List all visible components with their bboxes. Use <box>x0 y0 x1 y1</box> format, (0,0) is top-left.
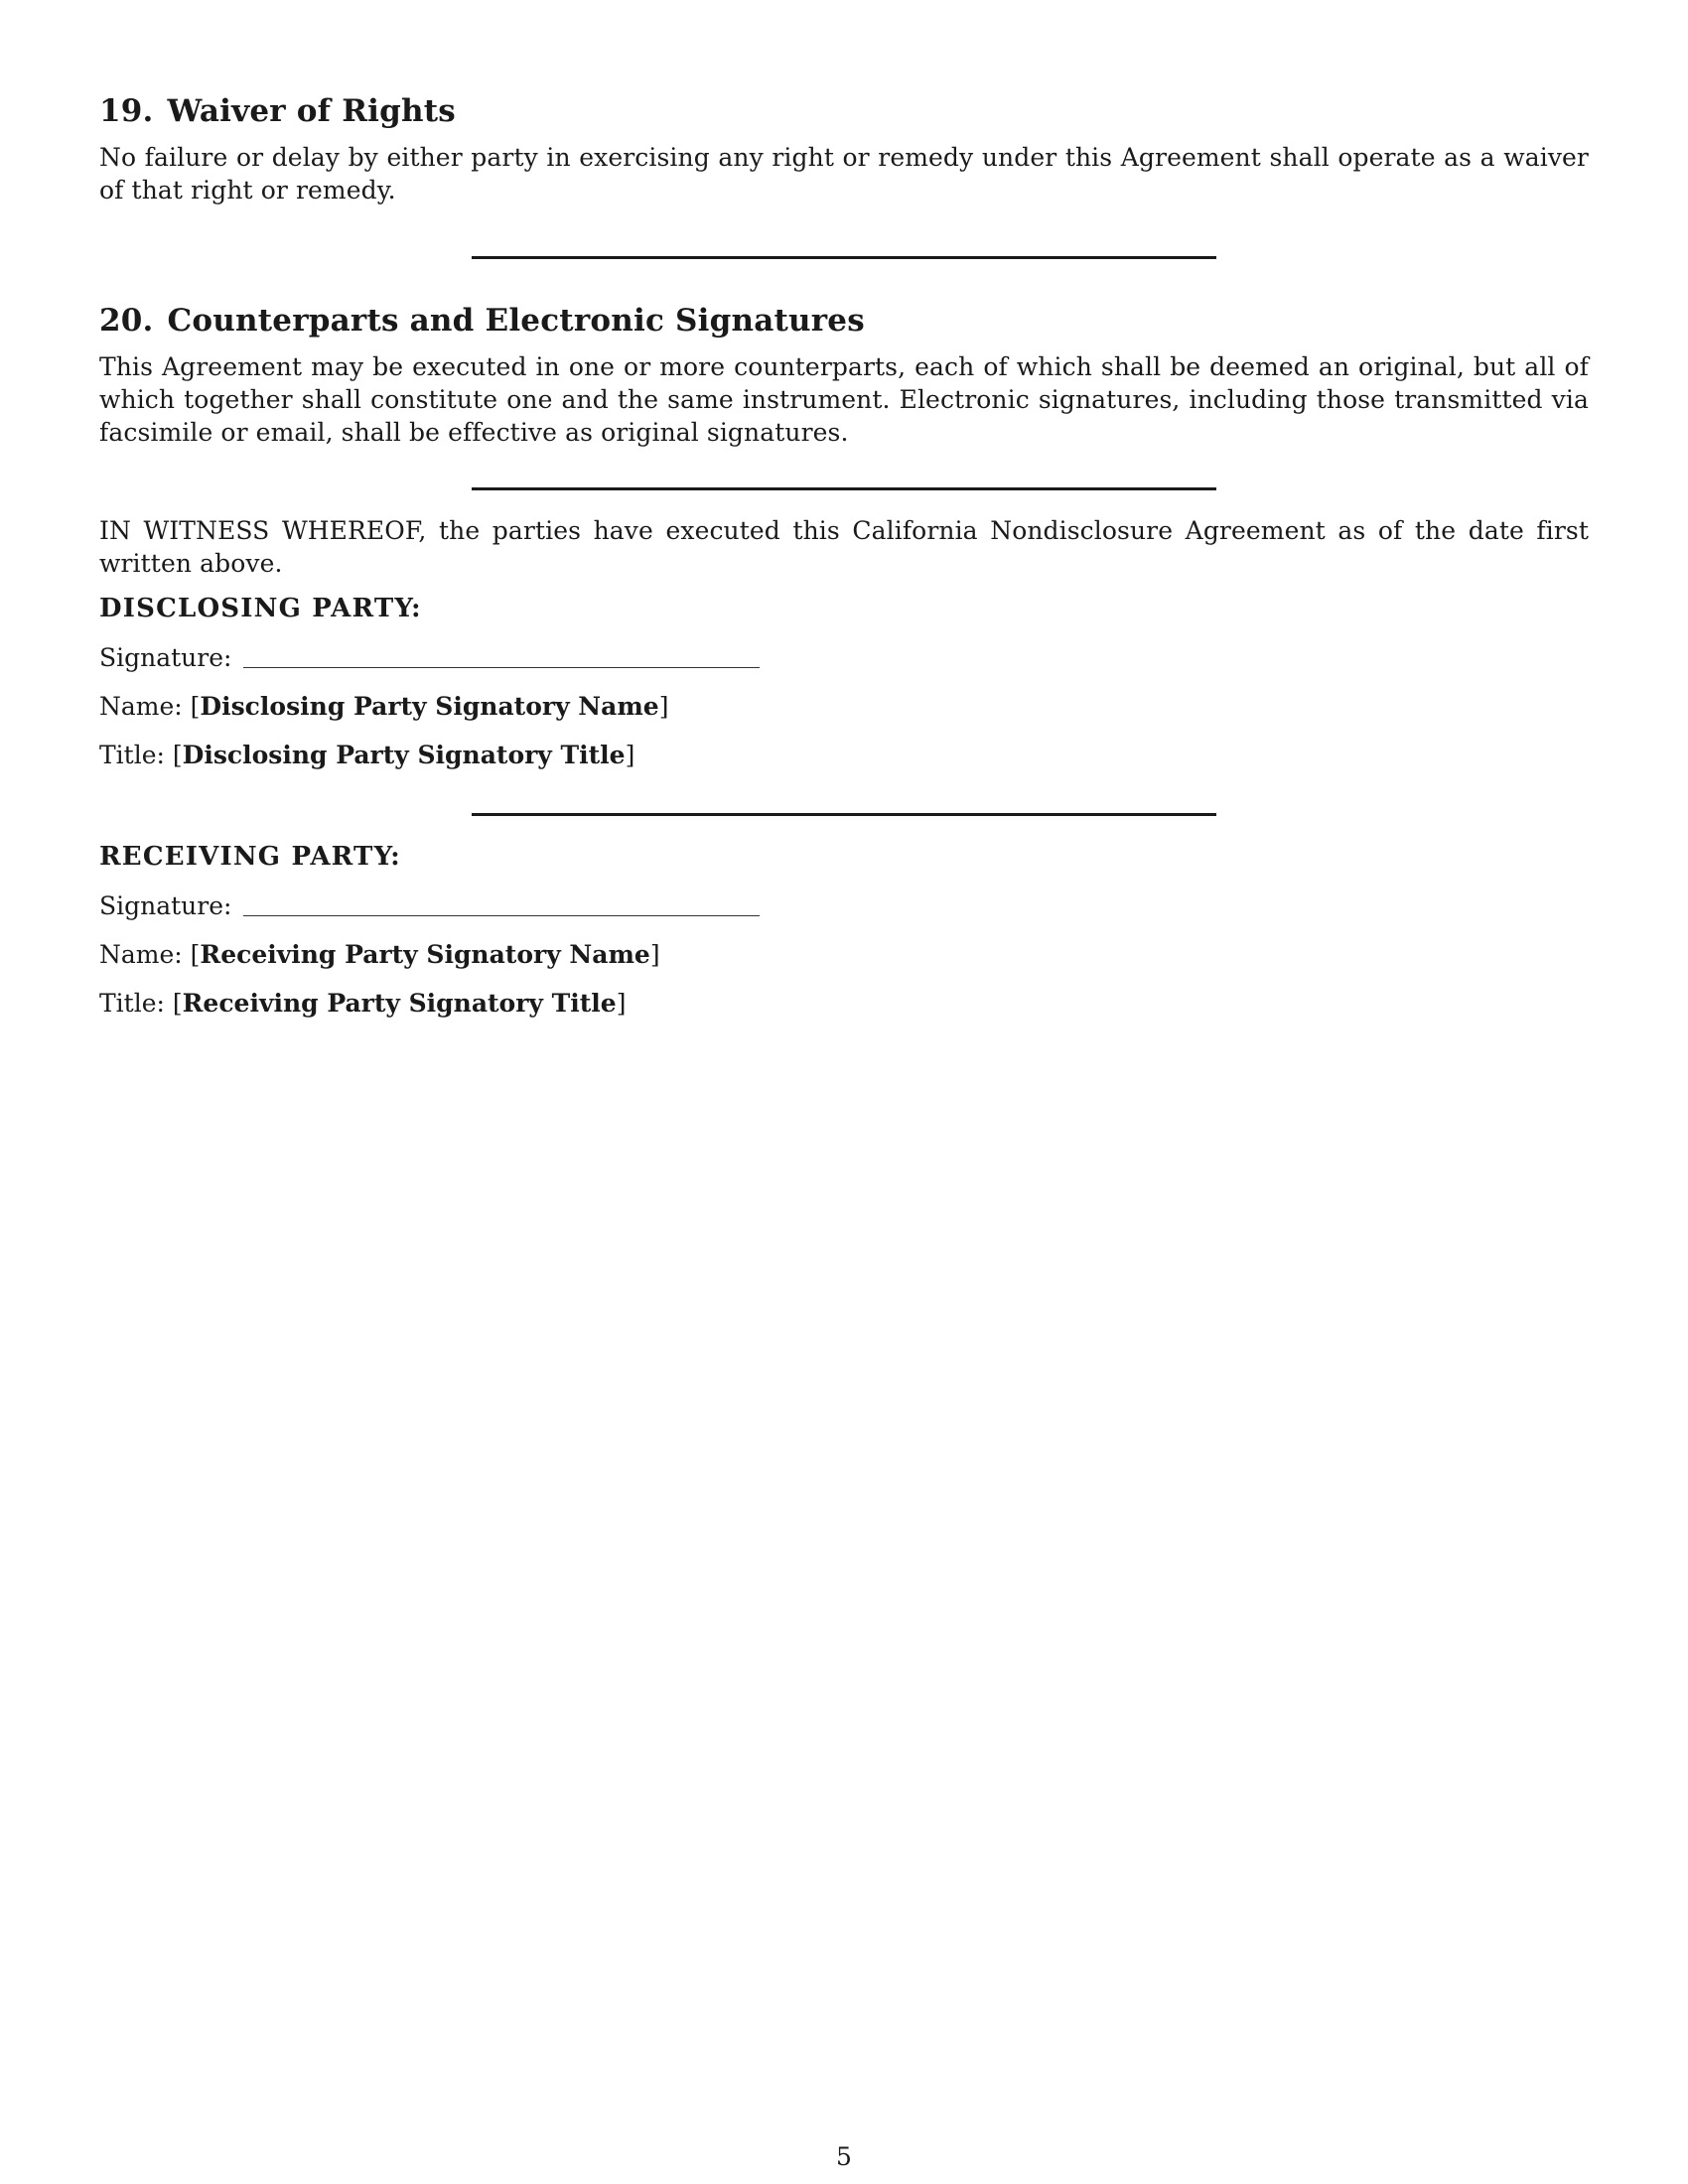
disclosing-party-block <box>99 592 1589 772</box>
disclosing-signature-label: Signature: <box>99 643 232 672</box>
disclosing-name-line: Name: [Disclosing Party Signatory Name] <box>99 692 669 721</box>
section-19 <box>99 91 1589 206</box>
section-20 <box>99 301 1589 449</box>
disclosing-party-heading: DISCLOSING PARTY: <box>99 594 422 623</box>
receiving-title-value: Receiving Party Signatory Title <box>182 989 617 1018</box>
section-19-heading <box>99 91 1589 131</box>
receiving-title-line: Title: [Receiving Party Signatory Title] <box>99 989 627 1018</box>
section-20-body: This Agreement may be executed in one or more counterparts, each of which shall be deemed an original, but all of which together shall constitute one and the same instrument. Electronic signatures, including those transmitted via facsimile or email, shall be effective as original signatures. <box>99 352 1589 447</box>
page-content <box>99 91 1589 1021</box>
page-number: 5 <box>836 2142 852 2171</box>
receiving-title-label: Title: <box>99 989 165 1018</box>
section-divider <box>472 256 1216 259</box>
disclosing-signature-line <box>99 641 1589 675</box>
disclosing-name-label: Name: <box>99 692 183 721</box>
disclosing-name-value: Disclosing Party Signatory Name <box>200 692 659 721</box>
receiving-signature-label: Signature: <box>99 891 232 920</box>
disclosing-title-label: Title: <box>99 741 165 769</box>
section-19-body: No failure or delay by either party in exercising any right or remedy under this Agreement shall operate as a waiver of that right or remedy. <box>99 143 1589 205</box>
section-20-title: Counterparts and Electronic Signatures <box>167 303 865 339</box>
receiving-name-label: Name: <box>99 940 183 969</box>
section-divider <box>472 813 1216 816</box>
section-20-number: 20. <box>99 303 154 339</box>
receiving-name-value: Receiving Party Signatory Name <box>200 940 650 969</box>
section-20-heading <box>99 301 1589 341</box>
disclosing-title-value: Disclosing Party Signatory Title <box>182 741 626 769</box>
receiving-signature-line <box>99 889 1589 923</box>
disclosing-signature-field[interactable] <box>243 643 760 668</box>
receiving-signature-field[interactable] <box>243 891 760 916</box>
disclosing-title-line: Title: [Disclosing Party Signatory Title] <box>99 741 635 769</box>
witness-statement: IN WITNESS WHEREOF, the parties have executed this California Nondisclosure Agreement as of the date first written above. <box>99 516 1589 578</box>
receiving-party-block <box>99 840 1589 1021</box>
receiving-party-heading: RECEIVING PARTY: <box>99 842 401 872</box>
section-19-number: 19. <box>99 93 154 129</box>
section-19-title: Waiver of Rights <box>167 93 456 129</box>
receiving-name-line: Name: [Receiving Party Signatory Name] <box>99 940 660 969</box>
section-divider <box>472 487 1216 490</box>
